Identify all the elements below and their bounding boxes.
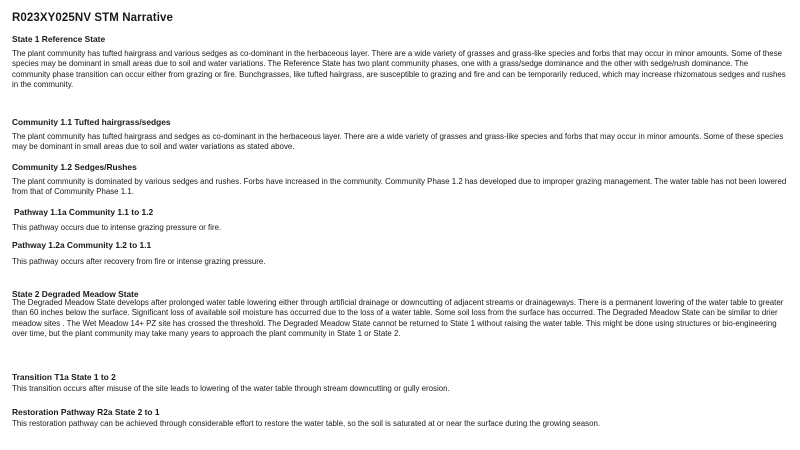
section-text-pathway-1-2a: This pathway occurs after recovery from fire or intense grazing pressure. [12,257,266,266]
section-heading-community-1-1: Community 1.1 Tufted hairgrass/sedges [12,117,171,127]
section-heading-pathway-1-2a: Pathway 1.2a Community 1.2 to 1.1 [12,240,152,250]
section-heading-transition-t1a: Transition T1a State 1 to 2 [12,372,116,382]
section-text-community-1-1: The plant community has tufted hairgrass and sedges as co-dominant in the herbaceous layer. There are a wide variety of grasses and grass-like species and forbs that may occur in minor amounts. Some of these species may be dominant in small areas due to soil and water variations as stated above. [12,132,784,152]
section-text-state-2: The Degraded Meadow State develops after prolonged water table lowering either through artificial drainage or downcutting of adjacent streams or drainageways. There is a permanent lowering of the water table to greater than 60 inches below the surface. Significant loss of available soil moisture has occurred due to the loss of a water table. Some soil loss from the surface has occurred. The Degraded Meadow State can be similar to drier meadow sites . The Wet Meadow 14+ PZ site has crossed the threshold. The Degraded Meadow State cannot be returned to State 1 without raising the water table. This might be done using structures or bio-engineering over time, but the plant community may take many years to approach the plant community in State 1 or State 2. [12,298,784,339]
section-heading-state-2: State 2 Degraded Meadow State [12,289,139,299]
section-text-state-1: The plant community has tufted hairgrass and various sedges as co-dominant in the herbaceous layer. There are a wide variety of grasses and grass-like species and forbs that may occur in minor amounts. Some of these species may be dominant in small areas due to soil and water variations. The Reference State has two plant community phases, one with a grass/sedge dominance and the other with sedge/rush dominance. The community phase transition can occur either from grazing or fire. Bunchgrasses, like tufted hairgrass, are susceptible to grazing and fire and can be temporarily reduced, which may increase rhizomatous sedges and rushes in the community. [12,49,786,90]
section-heading-pathway-1-1a: Pathway 1.1a Community 1.1 to 1.2 [14,207,154,217]
section-heading-community-1-2: Community 1.2 Sedges/Rushes [12,162,137,172]
section-text-pathway-1-1a: This pathway occurs due to intense grazing pressure or fire. [12,223,222,232]
section-text-restoration-r2a: This restoration pathway can be achieved through considerable effort to restore the water table, so the soil is saturated at or near the surface during the growing season. [12,419,601,428]
section-heading-state-1: State 1 Reference State [12,34,106,44]
section-text-community-1-2: The plant community is dominated by various sedges and rushes. Forbs have increased in the community. Community Phase 1.2 has developed due to improper grazing management. The water table has not been lowered from that of Community Phase 1.1. [12,177,787,197]
section-text-transition-t1a: This transition occurs after misuse of the site leads to lowering of the water table through stream downcutting or gully erosion. [12,384,450,393]
page-title: R023XY025NV STM Narrative [12,12,174,24]
section-heading-restoration-r2a: Restoration Pathway R2a State 2 to 1 [12,407,160,417]
